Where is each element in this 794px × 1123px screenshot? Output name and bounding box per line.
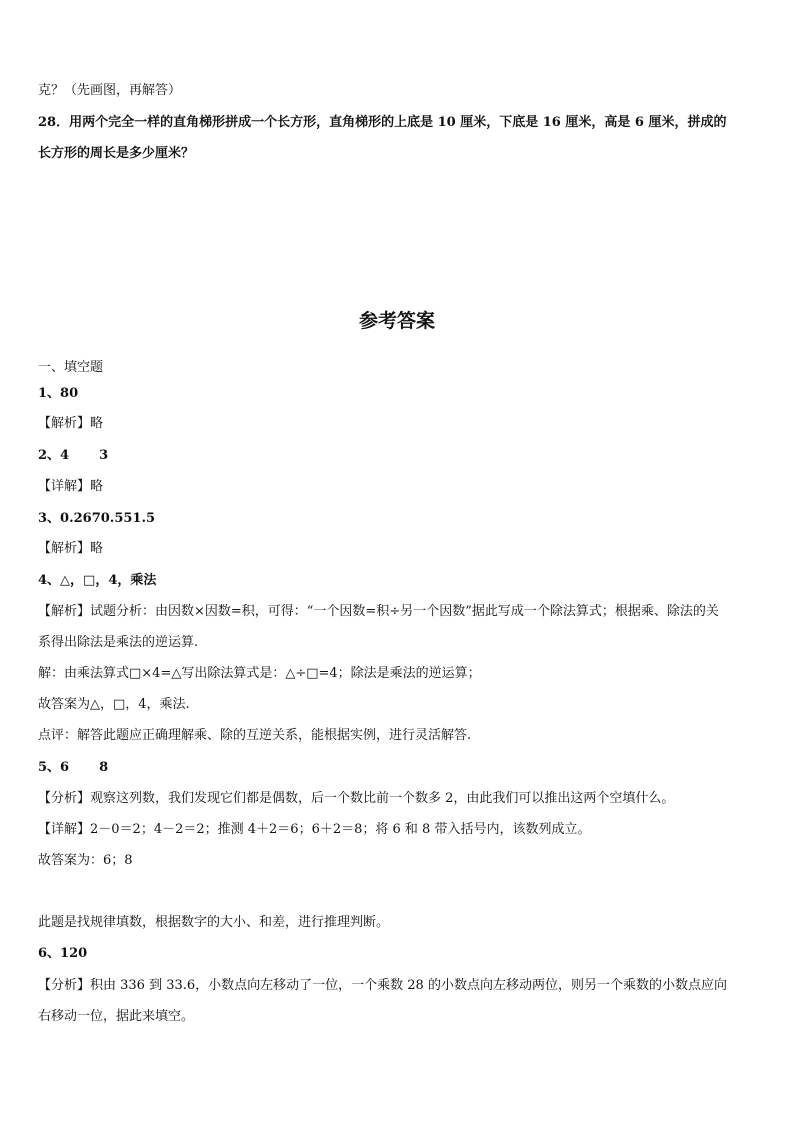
answer-4-solution: 解：由乘法算式□×4=△写出除法算式是：△÷□=4；除法是乘法的逆运算； bbox=[38, 666, 481, 681]
q28-line-2: 长方形的周长是多少厘米？ bbox=[38, 146, 195, 161]
answer-4-analysis-2: 系得出除法是乘法的逆运算. bbox=[38, 635, 199, 650]
answer-2-second: 3 bbox=[99, 448, 109, 463]
answer-4: 4、△，□，4，乘法 bbox=[38, 573, 157, 588]
answer-3-analysis: 【解析】略 bbox=[38, 541, 104, 556]
answer-3: 3、0.2670.551.5 bbox=[38, 511, 156, 526]
answer-5 bbox=[38, 760, 108, 776]
answer-5-note: 此题是找规律填数，根据数字的大小、和差，进行推理判断。 bbox=[38, 915, 390, 930]
answer-5-answer: 故答案为：6；8 bbox=[38, 853, 133, 868]
answer-2 bbox=[38, 448, 108, 464]
answer-6-analysis-1: 【分析】积由 336 到 33.6，小数点向左移动了一位，一个乘数 28 的小数点向左移动两位，则另一个乘数的小数点应向 bbox=[38, 978, 727, 993]
answer-4-comment: 点评：解答此题应正确理解乘、除的互逆关系，能根据实例，进行灵活解答. bbox=[38, 728, 472, 743]
answers-title: 参考答案 bbox=[358, 310, 435, 332]
answer-2-detail: 【详解】略 bbox=[38, 479, 104, 494]
answer-6-analysis-2: 右移动一位，据此来填空。 bbox=[38, 1009, 195, 1024]
answer-5-analysis: 【分析】观察这列数，我们发现它们都是偶数，后一个数比前一个数多 2，由此我们可以推出这两个空填什么。 bbox=[38, 791, 675, 806]
answer-5-detail: 【详解】2－0＝2；4－2＝2；推测 4＋2＝6；6＋2＝8；将 6 和 8 带入括号内，该数列成立。 bbox=[38, 822, 591, 837]
answer-1-analysis: 【解析】略 bbox=[38, 416, 104, 431]
answer-4-analysis-1: 【解析】试题分析：由因数×因数=积，可得：“一个因数=积÷另一个因数”据此写成一个除法算式；根据乘、除法的关 bbox=[38, 604, 719, 619]
answer-4-answer: 故答案为△，□，4，乘法. bbox=[38, 697, 190, 712]
answer-6: 6、120 bbox=[38, 946, 88, 961]
q28-line-1: 28．用两个完全一样的直角梯形拼成一个长方形，直角梯形的上底是 10 厘米，下底是 16 厘米，高是 6 厘米，拼成的 bbox=[38, 115, 727, 130]
answer-5-second: 8 bbox=[99, 760, 109, 775]
answer-5-first: 5、6 bbox=[38, 760, 70, 775]
answer-1: 1、80 bbox=[38, 386, 79, 401]
section-heading: 一、填空题 bbox=[38, 360, 104, 375]
q27-tail: 克？（先画图，再解答） bbox=[38, 83, 182, 98]
answer-2-first: 2、4 bbox=[38, 448, 70, 463]
